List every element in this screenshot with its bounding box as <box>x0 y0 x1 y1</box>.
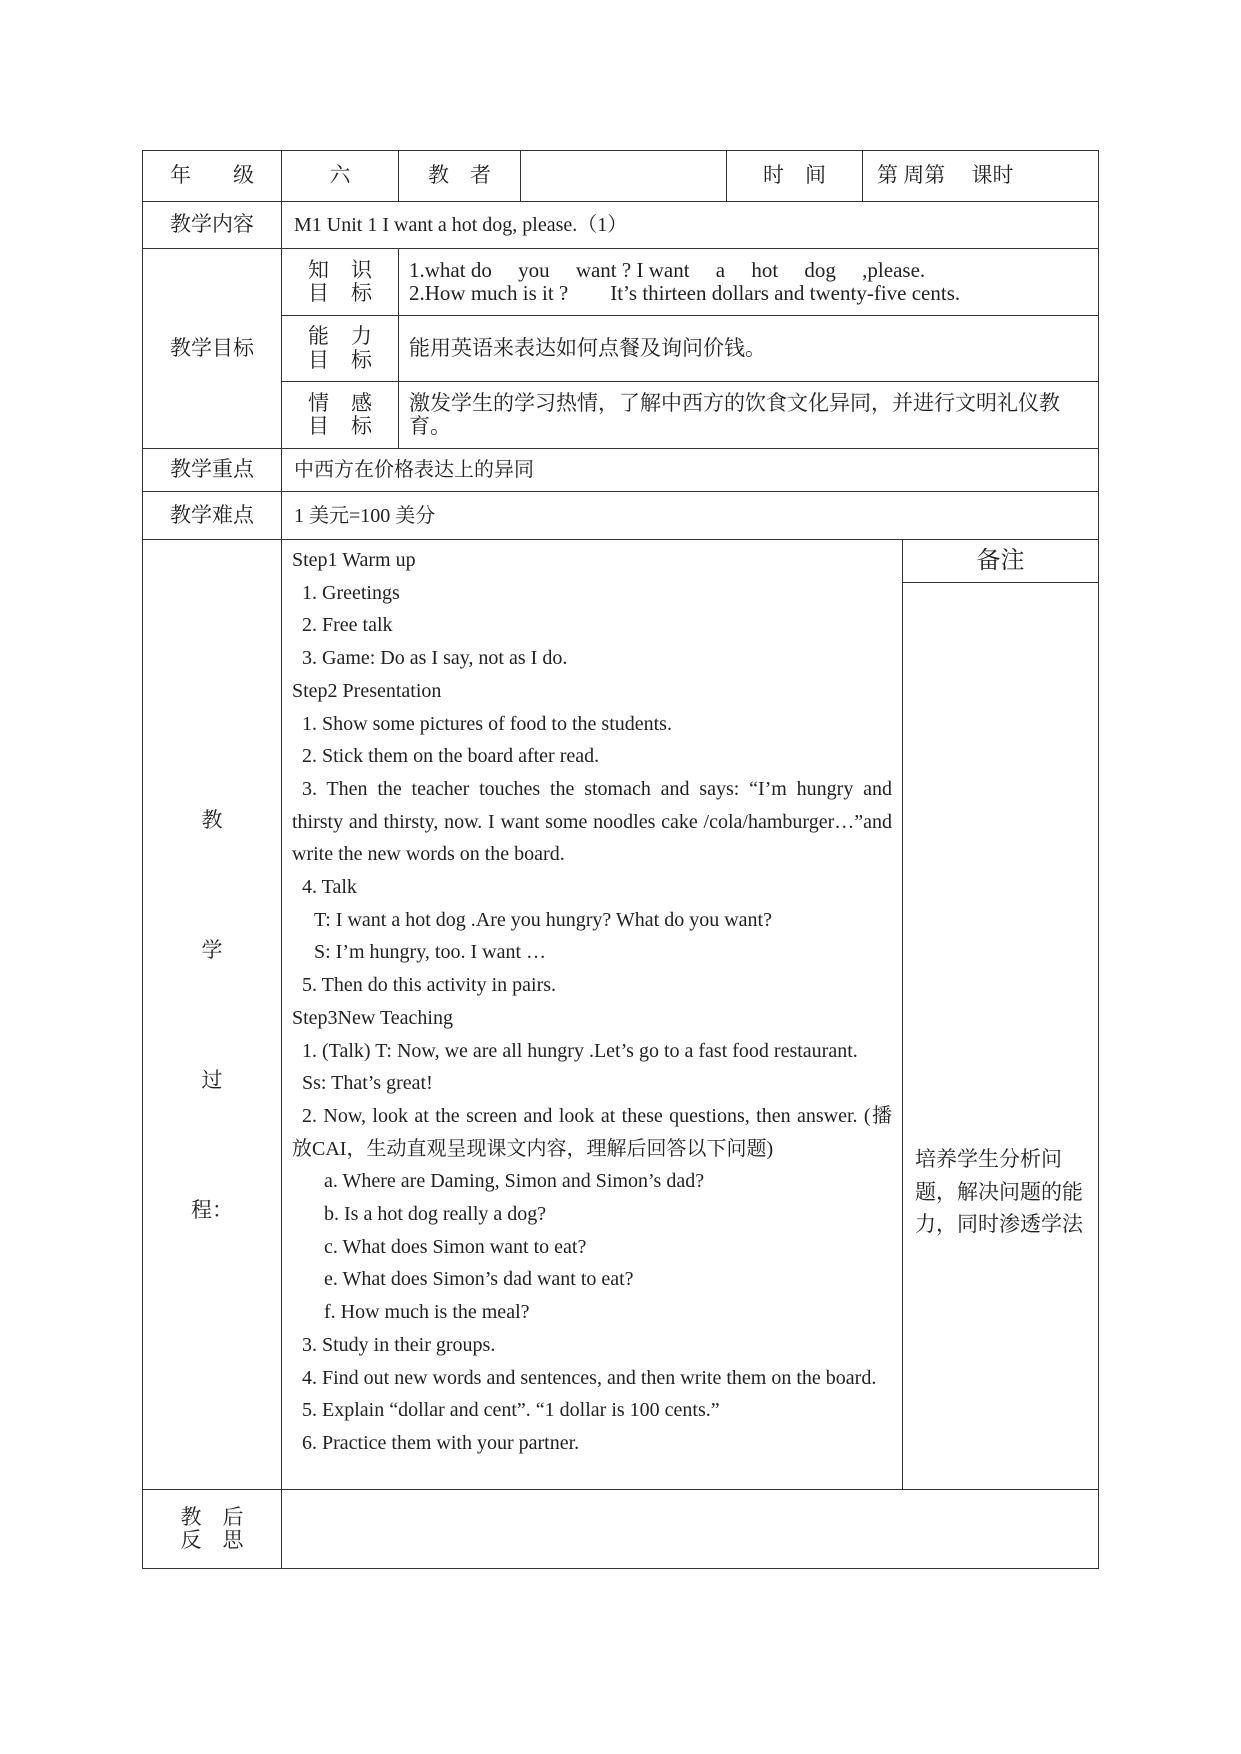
process-line: Step2 Presentation <box>292 679 442 702</box>
ability-label-line2: 目标 <box>308 347 394 372</box>
teacher-value <box>521 151 727 202</box>
process-row <box>143 540 1099 1490</box>
time-label: 时 间 <box>727 151 863 202</box>
process-label <box>143 540 282 1490</box>
process-line: 3. Game: Do as I say, not as I do. <box>302 647 568 670</box>
notes-label: 备注 <box>903 540 1098 583</box>
process-label-char: 学 <box>201 937 223 962</box>
process-line: f. How much is the meal? <box>324 1301 530 1324</box>
emotion-label-line2: 目标 <box>308 414 394 438</box>
objectives-label: 教学目标 <box>143 249 282 449</box>
reflection-label-line1: 教 后 <box>180 1504 244 1529</box>
process-line: 2. Now, look at the screen and look at these questions, then answer. (播放CAI，生动直观呈现课文内容，理解后回答以下问题) <box>292 1104 892 1160</box>
process-line: 3. Study in their groups. <box>302 1333 496 1356</box>
process-label-char: 程： <box>191 1197 233 1222</box>
objective-emotion-row <box>143 382 1099 449</box>
key-points-label: 教学重点 <box>143 449 282 492</box>
process-label-char: 教 <box>201 807 223 832</box>
knowledge-line-1: 1.what do you want ? I want a hot dog ,please. <box>409 257 926 282</box>
process-line: 4. Talk <box>302 876 357 899</box>
process-line: e. What does Simon’s dad want to eat? <box>324 1268 634 1291</box>
notes-text: 培养学生分析问题，解决问题的能力，同时渗透学法 <box>915 1147 1083 1236</box>
content-row <box>143 202 1099 249</box>
ability-objective-label <box>282 316 399 382</box>
process-label-char: 过 <box>201 1067 223 1092</box>
knowledge-line-2: 2.How much is it ? It’s thirteen dollars and twenty-five cents. <box>409 281 961 305</box>
process-content <box>282 540 903 1490</box>
key-points-value: 中西方在价格表达上的异同 <box>282 449 1099 492</box>
ability-label-line1: 能力 <box>308 324 394 349</box>
knowledge-label-line2: 目标 <box>308 281 394 305</box>
notes-column <box>903 540 1099 1490</box>
difficulties-row <box>143 492 1099 540</box>
grade-label: 年 级 <box>143 151 282 202</box>
process-line: b. Is a hot dog really a dog? <box>324 1203 547 1226</box>
process-line: a. Where are Daming, Simon and Simon’s dad? <box>324 1170 705 1193</box>
objective-ability-row <box>143 316 1099 382</box>
process-line: 1. (Talk) T: Now, we are all hungry .Let’s go to a fast food restaurant. <box>302 1039 858 1062</box>
process-line: 1. Show some pictures of food to the students. <box>302 712 672 735</box>
reflection-label <box>143 1490 282 1569</box>
lesson-plan-table <box>142 150 1099 1569</box>
difficulties-label: 教学难点 <box>143 492 282 540</box>
objective-knowledge-row <box>143 249 1099 316</box>
process-line: Step1 Warm up <box>292 549 416 571</box>
emotion-label-line1: 情感 <box>308 390 394 415</box>
process-line: 2. Stick them on the board after read. <box>302 745 600 768</box>
time-value: 第 周第 课时 <box>863 151 1099 202</box>
teacher-label: 教 者 <box>399 151 521 202</box>
grade-value: 六 <box>282 151 399 202</box>
process-line: 5. Then do this activity in pairs. <box>302 974 557 997</box>
emotion-objective-text: 激发学生的学习热情，了解中西方的饮食文化异同，并进行文明礼仪教育。 <box>399 382 1099 449</box>
process-line: 6. Practice them with your partner. <box>302 1431 580 1454</box>
process-line: 3. Then the teacher touches the stomach and says: “I’m hungry and thirsty and thirsty, now. I want some noodles cake /cola/hamburger…”and write the new words on the board. <box>292 777 892 866</box>
knowledge-objective-label <box>282 249 399 316</box>
process-line: 5. Explain “dollar and cent”. “1 dollar is 100 cents.” <box>302 1399 720 1422</box>
emotion-objective-label <box>282 382 399 449</box>
knowledge-objective-text <box>399 249 1099 316</box>
process-line: 4. Find out new words and sentences, and then write them on the board. <box>302 1366 877 1389</box>
reflection-row <box>143 1490 1099 1569</box>
difficulties-value: 1 美元=100 美分 <box>282 492 1099 540</box>
process-line: T: I want a hot dog .Are you hungry? What do you want? <box>314 908 772 931</box>
content-label: 教学内容 <box>143 202 282 249</box>
process-line: Ss: That’s great! <box>302 1072 433 1095</box>
header-row <box>143 151 1099 202</box>
process-line: c. What does Simon want to eat? <box>324 1235 587 1258</box>
key-points-row <box>143 449 1099 492</box>
process-line: Step3New Teaching <box>292 1006 453 1029</box>
process-line: 2. Free talk <box>302 614 393 637</box>
ability-objective-text: 能用英语来表达如何点餐及询问价钱。 <box>399 316 1099 382</box>
process-line: S: I’m hungry, too. I want … <box>314 941 547 964</box>
knowledge-label-line1: 知识 <box>308 257 394 282</box>
reflection-label-line2: 反 思 <box>180 1528 244 1552</box>
reflection-value <box>282 1490 1099 1569</box>
process-line: 1. Greetings <box>302 581 400 604</box>
content-value: M1 Unit 1 I want a hot dog, please.（1） <box>282 202 1099 249</box>
